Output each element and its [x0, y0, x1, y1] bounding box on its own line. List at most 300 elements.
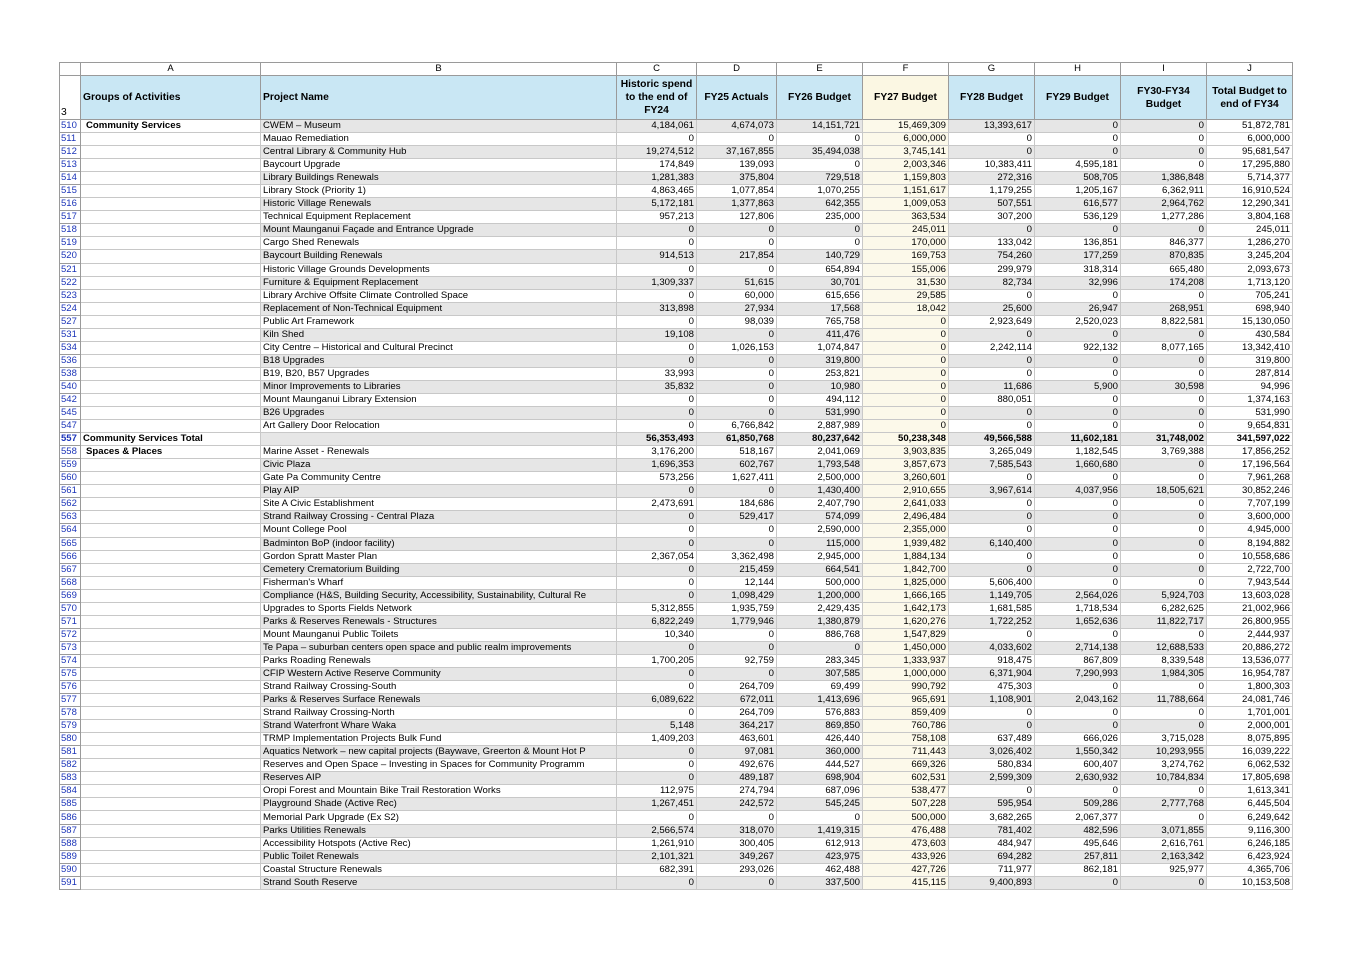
group-cell[interactable] [81, 276, 261, 289]
fy29-budget-cell[interactable]: 509,286 [1035, 798, 1121, 811]
fy30-fy34-budget-cell[interactable]: 0 [1121, 159, 1207, 172]
fy27-budget-cell[interactable]: 965,691 [863, 694, 949, 707]
historic-spend-cell[interactable]: 5,172,181 [617, 198, 697, 211]
historic-spend-cell[interactable]: 0 [617, 772, 697, 785]
fy30-fy34-budget-cell[interactable]: 8,822,581 [1121, 315, 1207, 328]
fy25-actuals-cell[interactable]: 4,674,073 [697, 120, 777, 133]
fy29-budget-cell[interactable]: 1,652,636 [1035, 615, 1121, 628]
fy30-fy34-budget-cell[interactable]: 10,293,955 [1121, 746, 1207, 759]
project-name-cell[interactable]: Fisherman's Wharf [261, 576, 617, 589]
project-name-cell[interactable]: Art Gallery Door Relocation [261, 420, 617, 433]
row-number[interactable]: 512 [60, 146, 81, 159]
fy27-budget-cell[interactable]: 990,792 [863, 681, 949, 694]
header-fy26-budget[interactable]: FY26 Budget [777, 76, 863, 120]
row-number[interactable]: 584 [60, 785, 81, 798]
fy25-actuals-cell[interactable]: 264,709 [697, 681, 777, 694]
fy25-actuals-cell[interactable]: 127,806 [697, 211, 777, 224]
fy30-fy34-budget-cell[interactable]: 8,077,165 [1121, 341, 1207, 354]
group-cell[interactable] [81, 367, 261, 380]
total-budget-cell[interactable]: 6,062,532 [1207, 759, 1293, 772]
total-budget-cell[interactable]: 4,365,706 [1207, 863, 1293, 876]
fy30-fy34-budget-cell[interactable]: 0 [1121, 407, 1207, 420]
total-budget-cell[interactable]: 1,701,001 [1207, 707, 1293, 720]
project-name-cell[interactable]: CFIP Western Active Reserve Community [261, 667, 617, 680]
project-name-cell[interactable]: Strand Railway Crossing - Central Plaza [261, 511, 617, 524]
row-number[interactable]: 570 [60, 602, 81, 615]
fy26-budget-cell[interactable]: 1,074,847 [777, 341, 863, 354]
fy29-budget-cell[interactable]: 0 [1035, 354, 1121, 367]
fy29-budget-cell[interactable]: 0 [1035, 681, 1121, 694]
project-name-cell[interactable]: Minor Improvements to Libraries [261, 380, 617, 393]
fy29-budget-cell[interactable]: 0 [1035, 511, 1121, 524]
project-name-cell[interactable]: Memorial Park Upgrade (Ex S2) [261, 811, 617, 824]
total-budget-cell[interactable]: 17,196,564 [1207, 459, 1293, 472]
fy30-fy34-budget-cell[interactable]: 5,924,703 [1121, 589, 1207, 602]
fy27-budget-cell[interactable]: 2,003,346 [863, 159, 949, 172]
group-cell[interactable] [81, 785, 261, 798]
fy25-actuals-cell[interactable]: 97,081 [697, 746, 777, 759]
fy26-budget-cell[interactable]: 307,585 [777, 667, 863, 680]
group-cell[interactable] [81, 550, 261, 563]
fy28-budget-cell[interactable]: 0 [949, 628, 1035, 641]
project-name-cell[interactable]: Cemetery Crematorium Building [261, 563, 617, 576]
fy28-budget-cell[interactable]: 272,316 [949, 172, 1035, 185]
total-budget-cell[interactable]: 6,000,000 [1207, 133, 1293, 146]
fy25-actuals-cell[interactable]: 139,093 [697, 159, 777, 172]
historic-spend-cell[interactable]: 0 [617, 759, 697, 772]
group-cell[interactable] [81, 237, 261, 250]
fy25-actuals-cell[interactable]: 242,572 [697, 798, 777, 811]
fy27-budget-cell[interactable]: 29,585 [863, 289, 949, 302]
group-cell[interactable] [81, 681, 261, 694]
fy30-fy34-budget-cell[interactable]: 1,386,848 [1121, 172, 1207, 185]
fy25-actuals-cell[interactable]: 184,686 [697, 498, 777, 511]
row-number[interactable]: 579 [60, 720, 81, 733]
group-cell[interactable] [81, 224, 261, 237]
group-cell[interactable] [81, 420, 261, 433]
fy25-actuals-cell[interactable]: 0 [697, 367, 777, 380]
fy26-budget-cell[interactable]: 14,151,721 [777, 120, 863, 133]
fy28-budget-cell[interactable]: 2,242,114 [949, 341, 1035, 354]
row-number[interactable]: 578 [60, 707, 81, 720]
fy30-fy34-budget-cell[interactable]: 2,616,761 [1121, 837, 1207, 850]
group-cell[interactable] [81, 302, 261, 315]
fy29-budget-cell[interactable]: 2,714,138 [1035, 641, 1121, 654]
fy28-budget-cell[interactable]: 133,042 [949, 237, 1035, 250]
fy30-fy34-budget-cell[interactable]: 30,598 [1121, 380, 1207, 393]
total-budget-cell[interactable]: 3,804,168 [1207, 211, 1293, 224]
fy27-budget-cell[interactable]: 50,238,348 [863, 433, 949, 446]
fy28-budget-cell[interactable]: 0 [949, 354, 1035, 367]
fy30-fy34-budget-cell[interactable]: 0 [1121, 133, 1207, 146]
fy26-budget-cell[interactable]: 500,000 [777, 576, 863, 589]
fy27-budget-cell[interactable]: 1,939,482 [863, 537, 949, 550]
project-name-cell[interactable]: Baycourt Building Renewals [261, 250, 617, 263]
fy29-budget-cell[interactable]: 257,811 [1035, 850, 1121, 863]
project-name-cell[interactable]: Mauao Remediation [261, 133, 617, 146]
fy28-budget-cell[interactable]: 2,599,309 [949, 772, 1035, 785]
group-cell[interactable] [81, 628, 261, 641]
project-name-cell[interactable]: Library Stock (Priority 1) [261, 185, 617, 198]
fy26-budget-cell[interactable]: 35,494,038 [777, 146, 863, 159]
total-budget-cell[interactable]: 51,872,781 [1207, 120, 1293, 133]
fy29-budget-cell[interactable]: 0 [1035, 785, 1121, 798]
fy27-budget-cell[interactable]: 0 [863, 393, 949, 406]
fy25-actuals-cell[interactable]: 0 [697, 328, 777, 341]
row-number[interactable]: 545 [60, 407, 81, 420]
fy30-fy34-budget-cell[interactable]: 31,748,002 [1121, 433, 1207, 446]
fy28-budget-cell[interactable]: 1,149,705 [949, 589, 1035, 602]
fy30-fy34-budget-cell[interactable]: 12,688,533 [1121, 641, 1207, 654]
fy28-budget-cell[interactable]: 1,722,252 [949, 615, 1035, 628]
project-name-cell[interactable]: Mount College Pool [261, 524, 617, 537]
group-cell[interactable] [81, 537, 261, 550]
fy29-budget-cell[interactable]: 0 [1035, 289, 1121, 302]
historic-spend-cell[interactable]: 0 [617, 237, 697, 250]
row-number[interactable]: 586 [60, 811, 81, 824]
group-cell[interactable] [81, 289, 261, 302]
historic-spend-cell[interactable]: 914,513 [617, 250, 697, 263]
fy26-budget-cell[interactable]: 531,990 [777, 407, 863, 420]
fy28-budget-cell[interactable]: 475,303 [949, 681, 1035, 694]
project-name-cell[interactable]: Reserves and Open Space – Investing in Spaces for Community Programm [261, 759, 617, 772]
fy25-actuals-cell[interactable]: 375,804 [697, 172, 777, 185]
total-budget-cell[interactable]: 9,654,831 [1207, 420, 1293, 433]
fy25-actuals-cell[interactable]: 300,405 [697, 837, 777, 850]
historic-spend-cell[interactable]: 56,353,493 [617, 433, 697, 446]
group-cell[interactable] [81, 824, 261, 837]
total-budget-cell[interactable]: 13,536,077 [1207, 654, 1293, 667]
fy26-budget-cell[interactable]: 574,099 [777, 511, 863, 524]
fy28-budget-cell[interactable]: 754,260 [949, 250, 1035, 263]
total-budget-cell[interactable]: 6,423,924 [1207, 850, 1293, 863]
fy28-budget-cell[interactable]: 0 [949, 146, 1035, 159]
project-name-cell[interactable]: Strand Railway Crossing-North [261, 707, 617, 720]
fy26-budget-cell[interactable]: 765,758 [777, 315, 863, 328]
fy27-budget-cell[interactable]: 3,745,141 [863, 146, 949, 159]
row-number[interactable]: 571 [60, 615, 81, 628]
project-name-cell[interactable]: Mount Maunganui Façade and Entrance Upgrade [261, 224, 617, 237]
historic-spend-cell[interactable]: 1,281,383 [617, 172, 697, 185]
row-number[interactable]: 540 [60, 380, 81, 393]
group-cell[interactable] [81, 185, 261, 198]
fy29-budget-cell[interactable]: 136,851 [1035, 237, 1121, 250]
group-cell[interactable] [81, 159, 261, 172]
fy25-actuals-cell[interactable]: 0 [697, 133, 777, 146]
fy30-fy34-budget-cell[interactable]: 6,282,625 [1121, 602, 1207, 615]
project-name-cell[interactable]: B18 Upgrades [261, 354, 617, 367]
fy28-budget-cell[interactable]: 7,585,543 [949, 459, 1035, 472]
fy25-actuals-cell[interactable]: 1,779,946 [697, 615, 777, 628]
fy25-actuals-cell[interactable]: 0 [697, 393, 777, 406]
total-budget-cell[interactable]: 3,600,000 [1207, 511, 1293, 524]
fy25-actuals-cell[interactable]: 1,627,411 [697, 472, 777, 485]
fy28-budget-cell[interactable]: 580,834 [949, 759, 1035, 772]
column-letter-g[interactable]: G [949, 63, 1035, 76]
fy29-budget-cell[interactable]: 862,181 [1035, 863, 1121, 876]
total-budget-cell[interactable]: 7,943,544 [1207, 576, 1293, 589]
group-cell[interactable] [81, 459, 261, 472]
total-budget-cell[interactable]: 16,039,222 [1207, 746, 1293, 759]
historic-spend-cell[interactable]: 19,108 [617, 328, 697, 341]
project-name-cell[interactable]: Playground Shade (Active Rec) [261, 798, 617, 811]
fy29-budget-cell[interactable]: 482,596 [1035, 824, 1121, 837]
fy27-budget-cell[interactable]: 3,857,673 [863, 459, 949, 472]
fy25-actuals-cell[interactable]: 364,217 [697, 720, 777, 733]
row-number[interactable]: 560 [60, 472, 81, 485]
group-cell[interactable] [81, 602, 261, 615]
total-budget-cell[interactable]: 8,075,895 [1207, 733, 1293, 746]
fy29-budget-cell[interactable]: 2,067,377 [1035, 811, 1121, 824]
fy27-budget-cell[interactable]: 31,530 [863, 276, 949, 289]
fy27-budget-cell[interactable]: 0 [863, 380, 949, 393]
fy26-budget-cell[interactable]: 642,355 [777, 198, 863, 211]
fy25-actuals-cell[interactable]: 12,144 [697, 576, 777, 589]
project-name-cell[interactable]: CWEM – Museum [261, 120, 617, 133]
fy30-fy34-budget-cell[interactable]: 11,822,717 [1121, 615, 1207, 628]
row-number[interactable]: 575 [60, 667, 81, 680]
total-budget-cell[interactable]: 319,800 [1207, 354, 1293, 367]
group-cell[interactable] [81, 576, 261, 589]
row-number[interactable]: 573 [60, 641, 81, 654]
row-number[interactable]: 523 [60, 289, 81, 302]
total-budget-cell[interactable]: 30,852,246 [1207, 485, 1293, 498]
fy29-budget-cell[interactable]: 5,900 [1035, 380, 1121, 393]
project-name-cell[interactable]: Kiln Shed [261, 328, 617, 341]
historic-spend-cell[interactable]: 6,089,622 [617, 694, 697, 707]
historic-spend-cell[interactable]: 0 [617, 511, 697, 524]
fy28-budget-cell[interactable]: 3,682,265 [949, 811, 1035, 824]
fy25-actuals-cell[interactable]: 0 [697, 485, 777, 498]
total-budget-cell[interactable]: 7,961,268 [1207, 472, 1293, 485]
project-name-cell[interactable] [261, 433, 617, 446]
project-name-cell[interactable]: TRMP Implementation Projects Bulk Fund [261, 733, 617, 746]
historic-spend-cell[interactable]: 0 [617, 524, 697, 537]
fy28-budget-cell[interactable]: 0 [949, 550, 1035, 563]
group-cell[interactable] [81, 654, 261, 667]
fy27-budget-cell[interactable]: 427,726 [863, 863, 949, 876]
fy30-fy34-budget-cell[interactable]: 3,769,388 [1121, 446, 1207, 459]
fy26-budget-cell[interactable]: 2,500,000 [777, 472, 863, 485]
historic-spend-cell[interactable]: 0 [617, 341, 697, 354]
row-number[interactable]: 591 [60, 876, 81, 889]
project-name-cell[interactable]: Public Art Framework [261, 315, 617, 328]
group-cell[interactable] [81, 511, 261, 524]
fy26-budget-cell[interactable]: 729,518 [777, 172, 863, 185]
fy29-budget-cell[interactable]: 26,947 [1035, 302, 1121, 315]
historic-spend-cell[interactable]: 0 [617, 681, 697, 694]
group-cell[interactable] [81, 172, 261, 185]
historic-spend-cell[interactable]: 10,340 [617, 628, 697, 641]
fy27-budget-cell[interactable]: 363,534 [863, 211, 949, 224]
group-cell[interactable]: Community Services Total [81, 433, 261, 446]
historic-spend-cell[interactable]: 957,213 [617, 211, 697, 224]
group-cell[interactable] [81, 733, 261, 746]
fy30-fy34-budget-cell[interactable]: 0 [1121, 876, 1207, 889]
column-letter-a[interactable]: A [81, 63, 261, 76]
total-budget-cell[interactable]: 1,374,163 [1207, 393, 1293, 406]
fy29-budget-cell[interactable]: 7,290,993 [1035, 667, 1121, 680]
fy28-budget-cell[interactable]: 0 [949, 785, 1035, 798]
fy28-budget-cell[interactable]: 0 [949, 707, 1035, 720]
fy25-actuals-cell[interactable]: 3,362,498 [697, 550, 777, 563]
fy28-budget-cell[interactable]: 82,734 [949, 276, 1035, 289]
fy30-fy34-budget-cell[interactable]: 2,964,762 [1121, 198, 1207, 211]
total-budget-cell[interactable]: 10,153,508 [1207, 876, 1293, 889]
fy29-budget-cell[interactable]: 0 [1035, 550, 1121, 563]
historic-spend-cell[interactable]: 0 [617, 263, 697, 276]
row-number[interactable]: 516 [60, 198, 81, 211]
group-cell[interactable] [81, 485, 261, 498]
fy26-budget-cell[interactable]: 2,429,435 [777, 602, 863, 615]
historic-spend-cell[interactable]: 2,367,054 [617, 550, 697, 563]
fy29-budget-cell[interactable]: 0 [1035, 628, 1121, 641]
fy25-actuals-cell[interactable]: 518,167 [697, 446, 777, 459]
fy28-budget-cell[interactable]: 6,371,904 [949, 667, 1035, 680]
fy26-budget-cell[interactable]: 80,237,642 [777, 433, 863, 446]
project-name-cell[interactable]: Library Buildings Renewals [261, 172, 617, 185]
historic-spend-cell[interactable]: 573,256 [617, 472, 697, 485]
header-fy27-budget[interactable]: FY27 Budget [863, 76, 949, 120]
row-number[interactable]: 572 [60, 628, 81, 641]
fy28-budget-cell[interactable]: 6,140,400 [949, 537, 1035, 550]
historic-spend-cell[interactable]: 0 [617, 707, 697, 720]
total-budget-cell[interactable]: 26,800,955 [1207, 615, 1293, 628]
total-budget-cell[interactable]: 4,945,000 [1207, 524, 1293, 537]
group-cell[interactable] [81, 133, 261, 146]
project-name-cell[interactable]: Strand Waterfront Whare Waka [261, 720, 617, 733]
fy29-budget-cell[interactable]: 0 [1035, 707, 1121, 720]
fy26-budget-cell[interactable]: 0 [777, 133, 863, 146]
group-cell[interactable] [81, 746, 261, 759]
fy28-budget-cell[interactable]: 0 [949, 133, 1035, 146]
fy30-fy34-budget-cell[interactable]: 925,977 [1121, 863, 1207, 876]
column-letter-e[interactable]: E [777, 63, 863, 76]
fy30-fy34-budget-cell[interactable]: 0 [1121, 681, 1207, 694]
row-number[interactable]: 568 [60, 576, 81, 589]
historic-spend-cell[interactable]: 5,312,855 [617, 602, 697, 615]
group-cell[interactable] [81, 798, 261, 811]
fy25-actuals-cell[interactable]: 37,167,855 [697, 146, 777, 159]
historic-spend-cell[interactable]: 3,176,200 [617, 446, 697, 459]
fy26-budget-cell[interactable]: 2,590,000 [777, 524, 863, 537]
historic-spend-cell[interactable]: 1,696,353 [617, 459, 697, 472]
fy27-budget-cell[interactable]: 1,009,053 [863, 198, 949, 211]
fy25-actuals-cell[interactable]: 274,794 [697, 785, 777, 798]
fy25-actuals-cell[interactable]: 1,935,759 [697, 602, 777, 615]
total-budget-cell[interactable]: 1,800,303 [1207, 681, 1293, 694]
row-number[interactable]: 557 [60, 433, 81, 446]
fy30-fy34-budget-cell[interactable]: 0 [1121, 289, 1207, 302]
historic-spend-cell[interactable]: 1,261,910 [617, 837, 697, 850]
historic-spend-cell[interactable]: 0 [617, 667, 697, 680]
historic-spend-cell[interactable]: 0 [617, 589, 697, 602]
fy29-budget-cell[interactable]: 0 [1035, 524, 1121, 537]
historic-spend-cell[interactable]: 0 [617, 485, 697, 498]
total-budget-cell[interactable]: 2,000,001 [1207, 720, 1293, 733]
row-number[interactable]: 513 [60, 159, 81, 172]
historic-spend-cell[interactable]: 313,898 [617, 302, 697, 315]
fy28-budget-cell[interactable]: 595,954 [949, 798, 1035, 811]
fy26-budget-cell[interactable]: 140,729 [777, 250, 863, 263]
row-number[interactable]: 542 [60, 393, 81, 406]
project-name-cell[interactable]: Historic Village Grounds Developments [261, 263, 617, 276]
fy28-budget-cell[interactable]: 0 [949, 224, 1035, 237]
fy29-budget-cell[interactable]: 0 [1035, 367, 1121, 380]
fy27-budget-cell[interactable]: 602,531 [863, 772, 949, 785]
fy28-budget-cell[interactable]: 711,977 [949, 863, 1035, 876]
fy30-fy34-budget-cell[interactable]: 0 [1121, 498, 1207, 511]
total-budget-cell[interactable]: 287,814 [1207, 367, 1293, 380]
fy29-budget-cell[interactable]: 536,129 [1035, 211, 1121, 224]
fy28-budget-cell[interactable]: 4,033,602 [949, 641, 1035, 654]
fy27-budget-cell[interactable]: 170,000 [863, 237, 949, 250]
fy30-fy34-budget-cell[interactable]: 0 [1121, 511, 1207, 524]
group-cell[interactable] [81, 772, 261, 785]
project-name-cell[interactable]: Parks & Reserves Surface Renewals [261, 694, 617, 707]
fy26-budget-cell[interactable]: 0 [777, 641, 863, 654]
group-cell[interactable] [81, 263, 261, 276]
row-number[interactable]: 581 [60, 746, 81, 759]
row-number[interactable]: 547 [60, 420, 81, 433]
group-cell[interactable] [81, 667, 261, 680]
fy25-actuals-cell[interactable]: 0 [697, 263, 777, 276]
header-total-budget[interactable]: Total Budget to end of FY34 [1207, 76, 1293, 120]
header-fy30-fy34-budget[interactable]: FY30-FY34 Budget [1121, 76, 1207, 120]
fy30-fy34-budget-cell[interactable]: 11,788,664 [1121, 694, 1207, 707]
fy29-budget-cell[interactable]: 0 [1035, 120, 1121, 133]
fy26-budget-cell[interactable]: 886,768 [777, 628, 863, 641]
fy26-budget-cell[interactable]: 0 [777, 237, 863, 250]
row-number[interactable]: 580 [60, 733, 81, 746]
fy25-actuals-cell[interactable]: 0 [697, 537, 777, 550]
fy30-fy34-budget-cell[interactable]: 268,951 [1121, 302, 1207, 315]
historic-spend-cell[interactable]: 0 [617, 224, 697, 237]
project-name-cell[interactable]: Play AIP [261, 485, 617, 498]
project-name-cell[interactable]: Badminton BoP (indoor facility) [261, 537, 617, 550]
historic-spend-cell[interactable]: 0 [617, 133, 697, 146]
fy26-budget-cell[interactable]: 698,904 [777, 772, 863, 785]
historic-spend-cell[interactable]: 1,309,337 [617, 276, 697, 289]
fy28-budget-cell[interactable]: 0 [949, 420, 1035, 433]
fy26-budget-cell[interactable]: 1,070,255 [777, 185, 863, 198]
historic-spend-cell[interactable]: 0 [617, 576, 697, 589]
fy25-actuals-cell[interactable]: 349,267 [697, 850, 777, 863]
fy26-budget-cell[interactable]: 426,440 [777, 733, 863, 746]
fy28-budget-cell[interactable]: 1,179,255 [949, 185, 1035, 198]
project-name-cell[interactable]: Public Toilet Renewals [261, 850, 617, 863]
fy27-budget-cell[interactable]: 538,477 [863, 785, 949, 798]
fy28-budget-cell[interactable]: 49,566,588 [949, 433, 1035, 446]
fy26-budget-cell[interactable]: 319,800 [777, 354, 863, 367]
historic-spend-cell[interactable]: 2,566,574 [617, 824, 697, 837]
total-budget-cell[interactable]: 17,856,252 [1207, 446, 1293, 459]
fy29-budget-cell[interactable]: 1,718,534 [1035, 602, 1121, 615]
fy26-budget-cell[interactable]: 2,407,790 [777, 498, 863, 511]
fy29-budget-cell[interactable]: 0 [1035, 328, 1121, 341]
fy30-fy34-budget-cell[interactable]: 2,163,342 [1121, 850, 1207, 863]
fy27-budget-cell[interactable]: 0 [863, 341, 949, 354]
historic-spend-cell[interactable]: 0 [617, 537, 697, 550]
fy28-budget-cell[interactable]: 0 [949, 511, 1035, 524]
fy25-actuals-cell[interactable]: 1,026,153 [697, 341, 777, 354]
total-budget-cell[interactable]: 3,245,204 [1207, 250, 1293, 263]
total-budget-cell[interactable]: 705,241 [1207, 289, 1293, 302]
total-budget-cell[interactable]: 6,445,504 [1207, 798, 1293, 811]
fy26-budget-cell[interactable]: 30,701 [777, 276, 863, 289]
header-historic-spend[interactable]: Historic spend to the end of FY24 [617, 76, 697, 120]
total-budget-cell[interactable]: 9,116,300 [1207, 824, 1293, 837]
